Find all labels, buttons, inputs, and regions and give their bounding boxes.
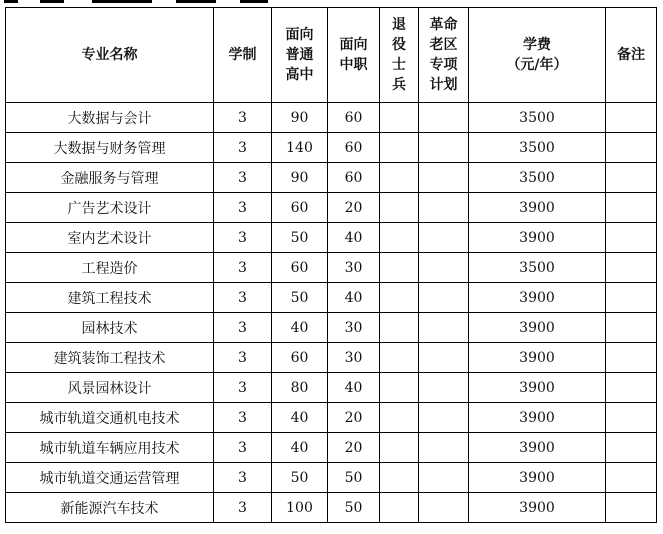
major-name-cell: 金融服务与管理 xyxy=(6,163,214,193)
remarks-cell xyxy=(606,463,657,493)
table-row xyxy=(6,193,657,223)
tuition-cell: 3900 xyxy=(469,403,606,433)
remarks-cell xyxy=(606,223,657,253)
general-high-school-cell: 100 xyxy=(272,493,328,523)
general-high-school-cell: 80 xyxy=(272,373,328,403)
header-duration xyxy=(214,8,272,103)
tuition-cell: 3900 xyxy=(469,193,606,223)
retired-soldiers-cell xyxy=(380,133,419,163)
general-high-school-cell: 50 xyxy=(272,463,328,493)
tuition-cell: 3900 xyxy=(469,283,606,313)
major-name-cell: 城市轨道交通机电技术 xyxy=(6,403,214,433)
header-line: 专项 xyxy=(429,57,458,73)
retired-soldiers-cell xyxy=(380,163,419,193)
tuition-cell: 3500 xyxy=(469,163,606,193)
table-header xyxy=(6,8,657,103)
remarks-cell xyxy=(606,193,657,223)
revolutionary-area-cell xyxy=(419,403,469,433)
duration-cell: 3 xyxy=(214,193,272,223)
remarks-cell xyxy=(606,343,657,373)
table-row xyxy=(6,343,657,373)
revolutionary-area-cell xyxy=(419,433,469,463)
table-row xyxy=(6,283,657,313)
vocational-cell: 40 xyxy=(328,283,380,313)
header-line: 计划 xyxy=(429,77,458,93)
header-line: 役 xyxy=(392,37,406,53)
header-vocational xyxy=(328,8,380,103)
revolutionary-area-cell xyxy=(419,313,469,343)
cropped-text-above-table xyxy=(0,0,663,3)
revolutionary-area-cell xyxy=(419,463,469,493)
retired-soldiers-cell xyxy=(380,343,419,373)
table-body xyxy=(6,103,657,523)
duration-cell: 3 xyxy=(214,493,272,523)
duration-cell: 3 xyxy=(214,103,272,133)
remarks-cell xyxy=(606,433,657,463)
remarks-cell xyxy=(606,283,657,313)
duration-cell: 3 xyxy=(214,133,272,163)
table-row xyxy=(6,403,657,433)
header-line: 普通 xyxy=(285,47,314,63)
revolutionary-area-cell xyxy=(419,103,469,133)
retired-soldiers-cell xyxy=(380,403,419,433)
tuition-cell: 3900 xyxy=(469,373,606,403)
tuition-cell: 3500 xyxy=(469,133,606,163)
vocational-cell: 50 xyxy=(328,493,380,523)
major-name-cell: 园林技术 xyxy=(6,313,214,343)
header-line: 士 xyxy=(392,57,406,73)
header-general-high-school xyxy=(272,8,328,103)
vocational-cell: 30 xyxy=(328,253,380,283)
header-line: 专业名称 xyxy=(81,47,138,63)
header-line: 中职 xyxy=(339,57,368,73)
vocational-cell: 40 xyxy=(328,373,380,403)
tuition-cell: 3900 xyxy=(469,313,606,343)
tuition-cell: 3500 xyxy=(469,103,606,133)
table-row xyxy=(6,493,657,523)
header-revolutionary-area-plan xyxy=(419,8,469,103)
retired-soldiers-cell xyxy=(380,253,419,283)
header-line: 高中 xyxy=(285,67,314,83)
remarks-cell xyxy=(606,493,657,523)
duration-cell: 3 xyxy=(214,433,272,463)
major-name-cell: 新能源汽车技术 xyxy=(6,493,214,523)
header-line: 面向 xyxy=(339,37,368,53)
vocational-cell: 30 xyxy=(328,343,380,373)
general-high-school-cell: 50 xyxy=(272,223,328,253)
tuition-cell: 3900 xyxy=(469,343,606,373)
header-retired-soldiers xyxy=(380,8,419,103)
tuition-cell: 3900 xyxy=(469,433,606,463)
general-high-school-cell: 40 xyxy=(272,403,328,433)
vocational-cell: 40 xyxy=(328,223,380,253)
vocational-cell: 60 xyxy=(328,163,380,193)
duration-cell: 3 xyxy=(214,253,272,283)
revolutionary-area-cell xyxy=(419,163,469,193)
major-name-cell: 城市轨道交通运营管理 xyxy=(6,463,214,493)
remarks-cell xyxy=(606,103,657,133)
remarks-cell xyxy=(606,253,657,283)
remarks-cell xyxy=(606,373,657,403)
retired-soldiers-cell xyxy=(380,193,419,223)
header-remarks xyxy=(606,8,657,103)
revolutionary-area-cell xyxy=(419,133,469,163)
revolutionary-area-cell xyxy=(419,493,469,523)
header-tuition xyxy=(469,8,606,103)
duration-cell: 3 xyxy=(214,313,272,343)
retired-soldiers-cell xyxy=(380,373,419,403)
revolutionary-area-cell xyxy=(419,223,469,253)
table-row xyxy=(6,373,657,403)
general-high-school-cell: 90 xyxy=(272,103,328,133)
duration-cell: 3 xyxy=(214,283,272,313)
retired-soldiers-cell xyxy=(380,103,419,133)
major-name-cell: 大数据与会计 xyxy=(6,103,214,133)
tuition-table xyxy=(5,7,657,523)
major-name-cell: 建筑装饰工程技术 xyxy=(6,343,214,373)
header-line: 革命 xyxy=(429,17,458,33)
revolutionary-area-cell xyxy=(419,193,469,223)
revolutionary-area-cell xyxy=(419,373,469,403)
table-row xyxy=(6,463,657,493)
header-line: 老区 xyxy=(429,37,458,53)
remarks-cell xyxy=(606,163,657,193)
duration-cell: 3 xyxy=(214,343,272,373)
header-line: （元/年） xyxy=(506,57,568,73)
retired-soldiers-cell xyxy=(380,463,419,493)
major-name-cell: 大数据与财务管理 xyxy=(6,133,214,163)
vocational-cell: 20 xyxy=(328,403,380,433)
retired-soldiers-cell xyxy=(380,223,419,253)
duration-cell: 3 xyxy=(214,163,272,193)
major-name-cell: 室内艺术设计 xyxy=(6,223,214,253)
header-row xyxy=(6,8,657,103)
revolutionary-area-cell xyxy=(419,253,469,283)
vocational-cell: 30 xyxy=(328,313,380,343)
table-row xyxy=(6,103,657,133)
table-row xyxy=(6,223,657,253)
header-line: 面向 xyxy=(285,27,314,43)
tuition-cell: 3500 xyxy=(469,253,606,283)
remarks-cell xyxy=(606,133,657,163)
retired-soldiers-cell xyxy=(380,493,419,523)
general-high-school-cell: 60 xyxy=(272,253,328,283)
revolutionary-area-cell xyxy=(419,283,469,313)
table-row xyxy=(6,133,657,163)
general-high-school-cell: 40 xyxy=(272,433,328,463)
header-line: 学制 xyxy=(228,47,257,63)
header-line: 学费 xyxy=(523,37,551,53)
revolutionary-area-cell xyxy=(419,343,469,373)
table-row xyxy=(6,313,657,343)
header-line: 兵 xyxy=(392,77,406,93)
general-high-school-cell: 60 xyxy=(272,193,328,223)
tuition-cell: 3900 xyxy=(469,493,606,523)
major-name-cell: 城市轨道车辆应用技术 xyxy=(6,433,214,463)
tuition-cell: 3900 xyxy=(469,223,606,253)
retired-soldiers-cell xyxy=(380,283,419,313)
major-name-cell: 工程造价 xyxy=(6,253,214,283)
vocational-cell: 60 xyxy=(328,103,380,133)
vocational-cell: 60 xyxy=(328,133,380,163)
major-name-cell: 风景园林设计 xyxy=(6,373,214,403)
retired-soldiers-cell xyxy=(380,433,419,463)
remarks-cell xyxy=(606,313,657,343)
retired-soldiers-cell xyxy=(380,313,419,343)
remarks-cell xyxy=(606,403,657,433)
duration-cell: 3 xyxy=(214,373,272,403)
general-high-school-cell: 60 xyxy=(272,343,328,373)
duration-cell: 3 xyxy=(214,223,272,253)
vocational-cell: 50 xyxy=(328,463,380,493)
header-line: 备注 xyxy=(617,47,645,63)
vocational-cell: 20 xyxy=(328,433,380,463)
duration-cell: 3 xyxy=(214,463,272,493)
general-high-school-cell: 90 xyxy=(272,163,328,193)
major-name-cell: 广告艺术设计 xyxy=(6,193,214,223)
table-row xyxy=(6,163,657,193)
header-major-name xyxy=(6,8,214,103)
major-name-cell: 建筑工程技术 xyxy=(6,283,214,313)
duration-cell: 3 xyxy=(214,403,272,433)
general-high-school-cell: 140 xyxy=(272,133,328,163)
header-line: 退 xyxy=(392,17,406,33)
table-row xyxy=(6,253,657,283)
table-row xyxy=(6,433,657,463)
tuition-cell: 3900 xyxy=(469,463,606,493)
vocational-cell: 20 xyxy=(328,193,380,223)
general-high-school-cell: 40 xyxy=(272,313,328,343)
general-high-school-cell: 50 xyxy=(272,283,328,313)
